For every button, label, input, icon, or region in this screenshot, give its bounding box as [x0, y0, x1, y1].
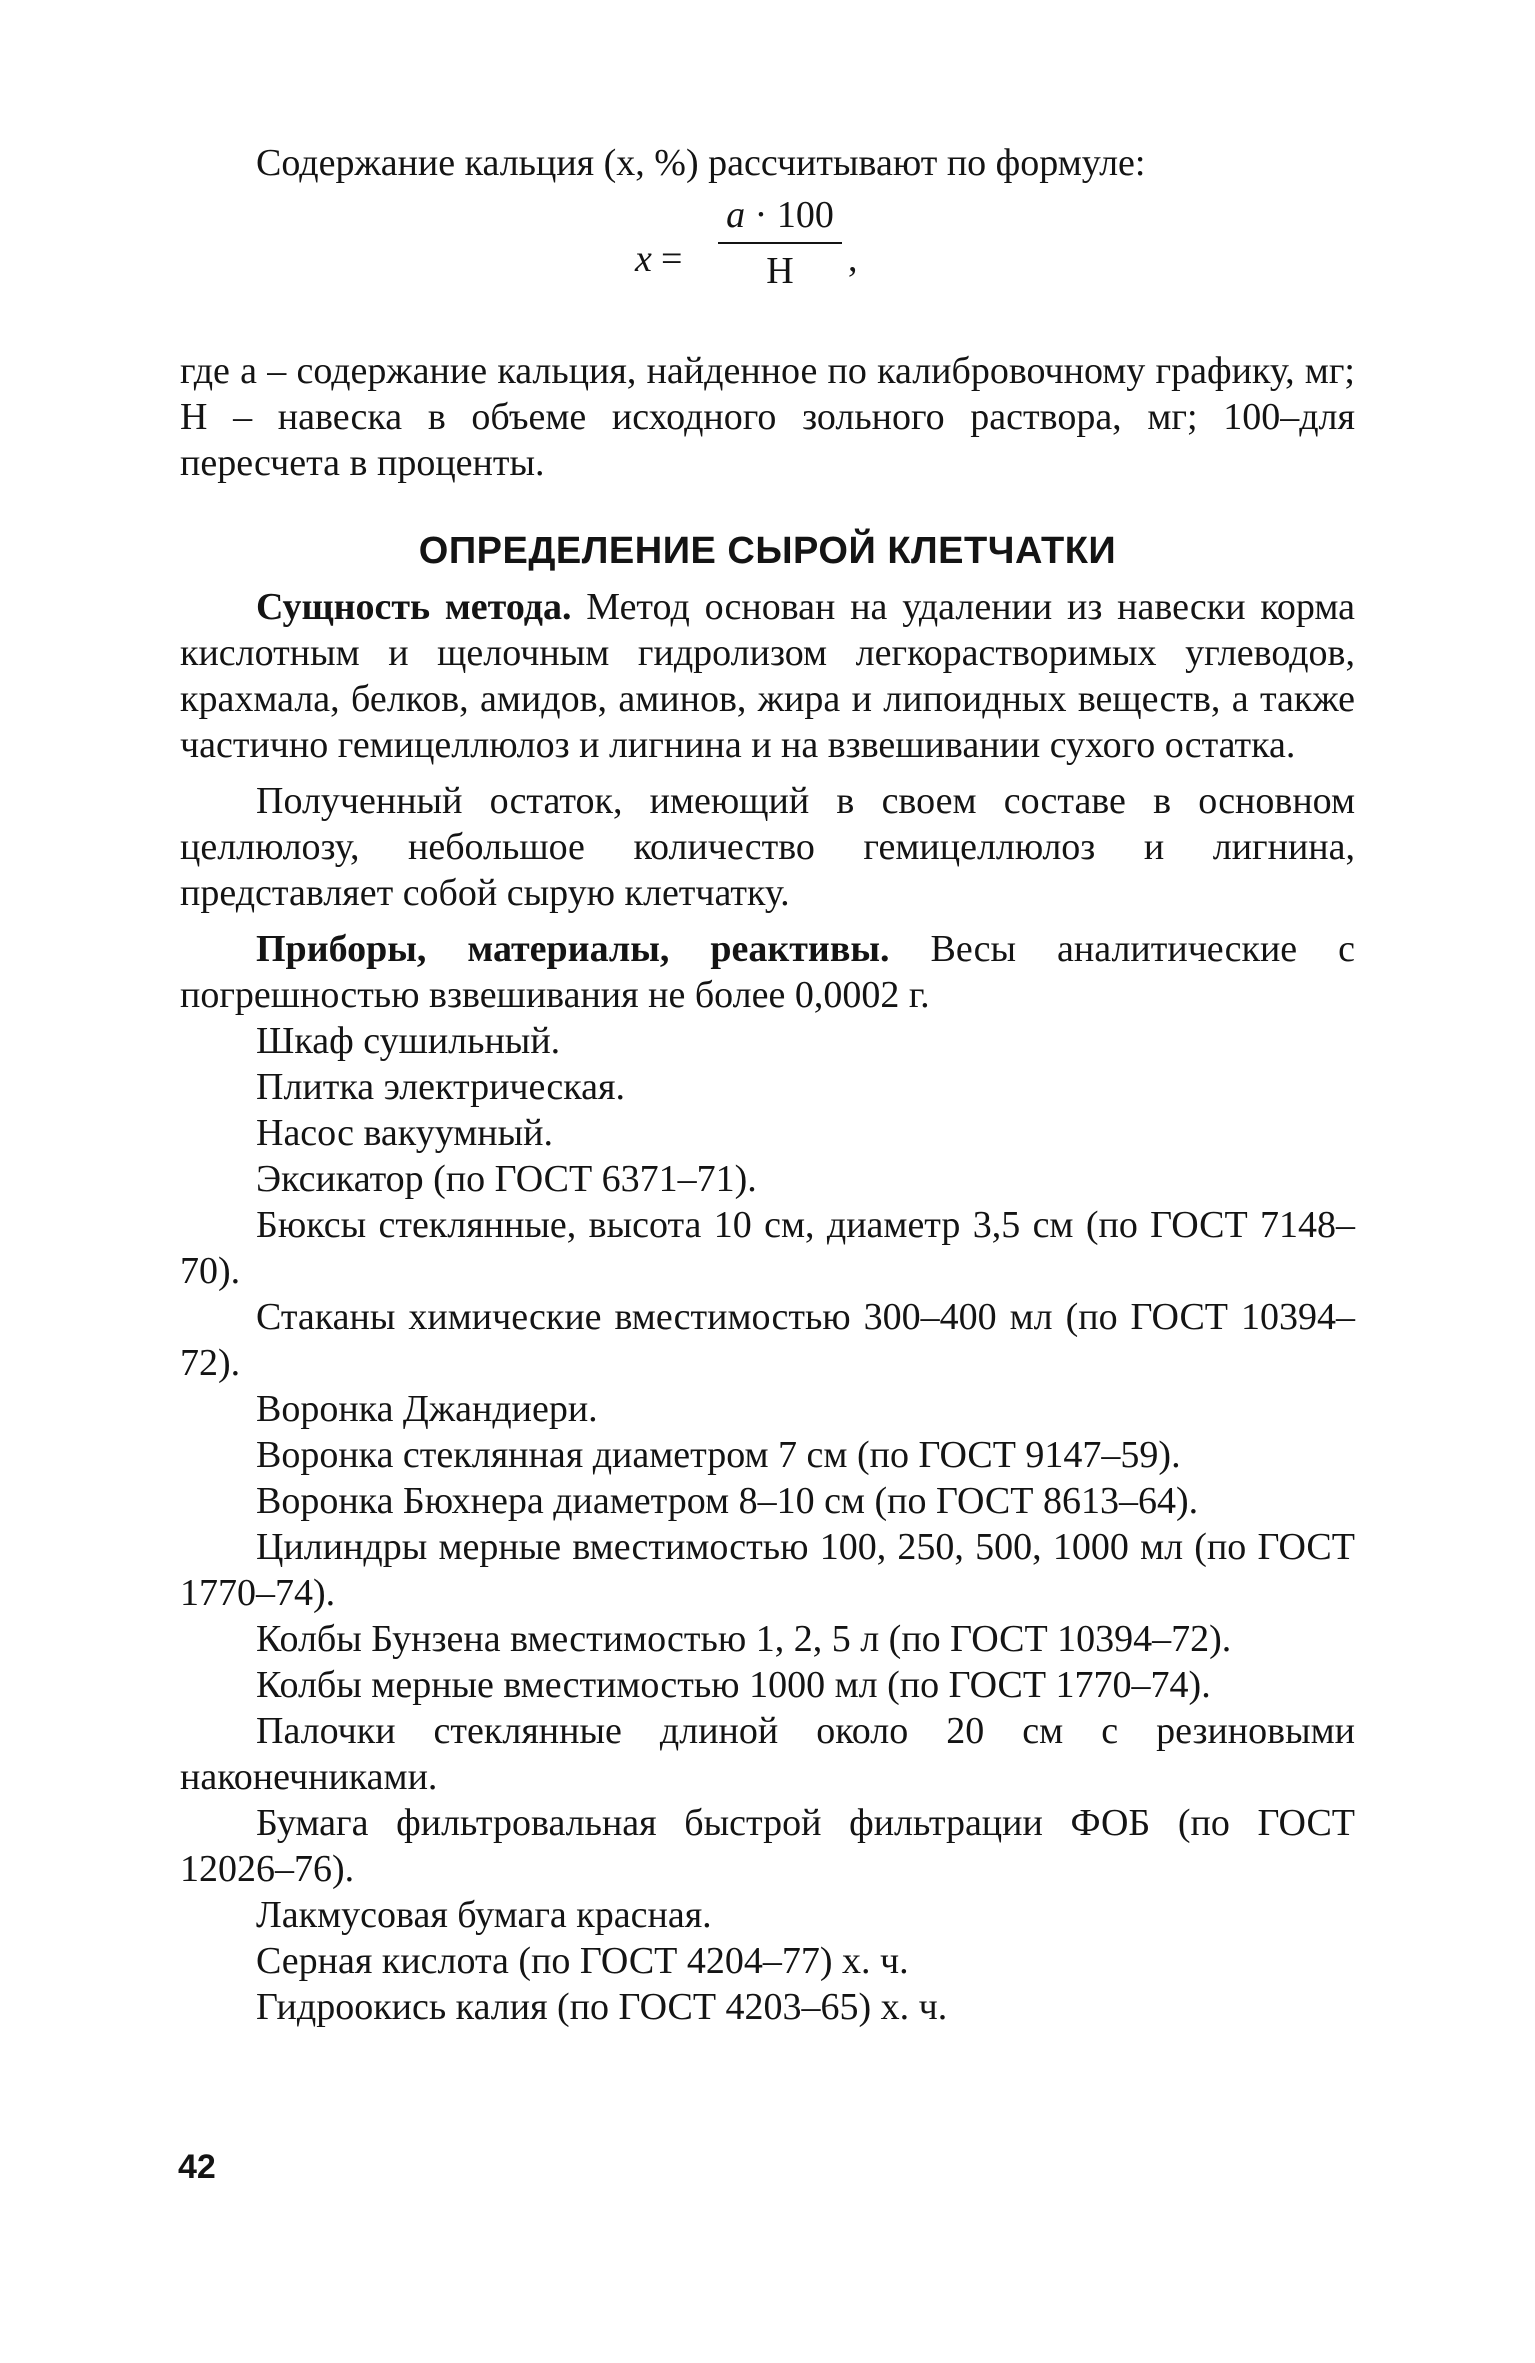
list-item: Стаканы химические вместимостью 300–400 мл (по ГОСТ 10394–72).	[180, 1296, 1355, 1384]
list-item: Бюксы стеклянные, высота 10 см, диаметр 3,5 см (по ГОСТ 7148–70).	[180, 1204, 1355, 1292]
page-number: 42	[178, 2148, 216, 2186]
equipment-label: Приборы, материалы, реактивы.	[256, 928, 890, 970]
formula-fraction	[718, 194, 842, 292]
formula	[180, 192, 1355, 330]
formula-numerator	[718, 194, 842, 236]
equipment-text: Весы аналитические с погрешностью взвешивания не более 0,0002 г.	[180, 928, 1355, 1016]
residue-paragraph: Полученный остаток, имеющий в своем составе в основном целлюлозу, небольшое количество гемицеллюлоз и лигнина, представляет собой сырую клетчатку.	[180, 780, 1355, 914]
formula-denominator: Н	[766, 250, 794, 292]
equipment-paragraph	[180, 926, 1355, 1018]
list-item: Серная кислота (по ГОСТ 4204–77) х. ч.	[256, 1940, 909, 1982]
list-item: Гидроокись калия (по ГОСТ 4203–65) х. ч.	[256, 1986, 948, 2028]
formula-trail: ,	[848, 238, 858, 280]
formula-numerator-rest: · 100	[745, 194, 834, 236]
list-item: Колбы мерные вместимостью 1000 мл (по ГОСТ 1770–74).	[256, 1664, 1211, 1706]
essence-label: Сущность метода.	[256, 586, 572, 628]
intro-paragraph: Содержание кальция (x, %) рассчитывают по формуле:	[256, 142, 1146, 184]
list-item: Бумага фильтровальная быстрой фильтрации ФОБ (по ГОСТ 12026–76).	[180, 1802, 1355, 1890]
where-paragraph: где a – содержание кальция, найденное по калибровочному графику, мг; Н – навеска в объеме исходного зольного раствора, мг; 100–для пересчета в проценты.	[180, 350, 1355, 484]
list-item: Воронка стеклянная диаметром 7 см (по ГОСТ 9147–59).	[256, 1434, 1181, 1476]
list-item: Воронка Бюхнера диаметром 8–10 см (по ГОСТ 8613–64).	[256, 1480, 1199, 1522]
list-item: Плитка электрическая.	[256, 1066, 625, 1108]
list-item: Воронка Джандиери.	[256, 1388, 598, 1430]
formula-equals: =	[661, 238, 683, 280]
essence-text: Метод основан на удалении из навески корма кислотным и щелочным гидролизом легкорастворимых углеводов, крахмала, белков, амидов, аминов, жира и липоидных веществ, а также частично гемицеллюлоз и лигнина и на взвешивании сухого остатка.	[180, 586, 1355, 766]
list-item: Колбы Бунзена вместимостью 1, 2, 5 л (по ГОСТ 10394–72).	[256, 1618, 1232, 1660]
list-item: Шкаф сушильный.	[256, 1020, 561, 1062]
list-item: Насос вакуумный.	[256, 1112, 553, 1154]
section-heading: ОПРЕДЕЛЕНИЕ СЫРОЙ КЛЕТЧАТКИ	[418, 530, 1117, 572]
page-content	[180, 140, 1355, 2030]
list-item: Эксикатор (по ГОСТ 6371–71).	[256, 1158, 757, 1200]
formula-lhs: x	[635, 238, 652, 280]
fraction-bar	[718, 242, 842, 244]
equipment-list	[180, 1018, 1355, 2030]
list-item: Лакмусовая бумага красная.	[256, 1894, 712, 1936]
list-item: Палочки стеклянные длиной около 20 см с резиновыми наконечниками.	[180, 1710, 1355, 1798]
list-item: Цилиндры мерные вместимостью 100, 250, 500, 1000 мл (по ГОСТ 1770–74).	[180, 1526, 1355, 1614]
formula-numerator-var: a	[726, 194, 746, 236]
essence-paragraph	[180, 584, 1355, 768]
